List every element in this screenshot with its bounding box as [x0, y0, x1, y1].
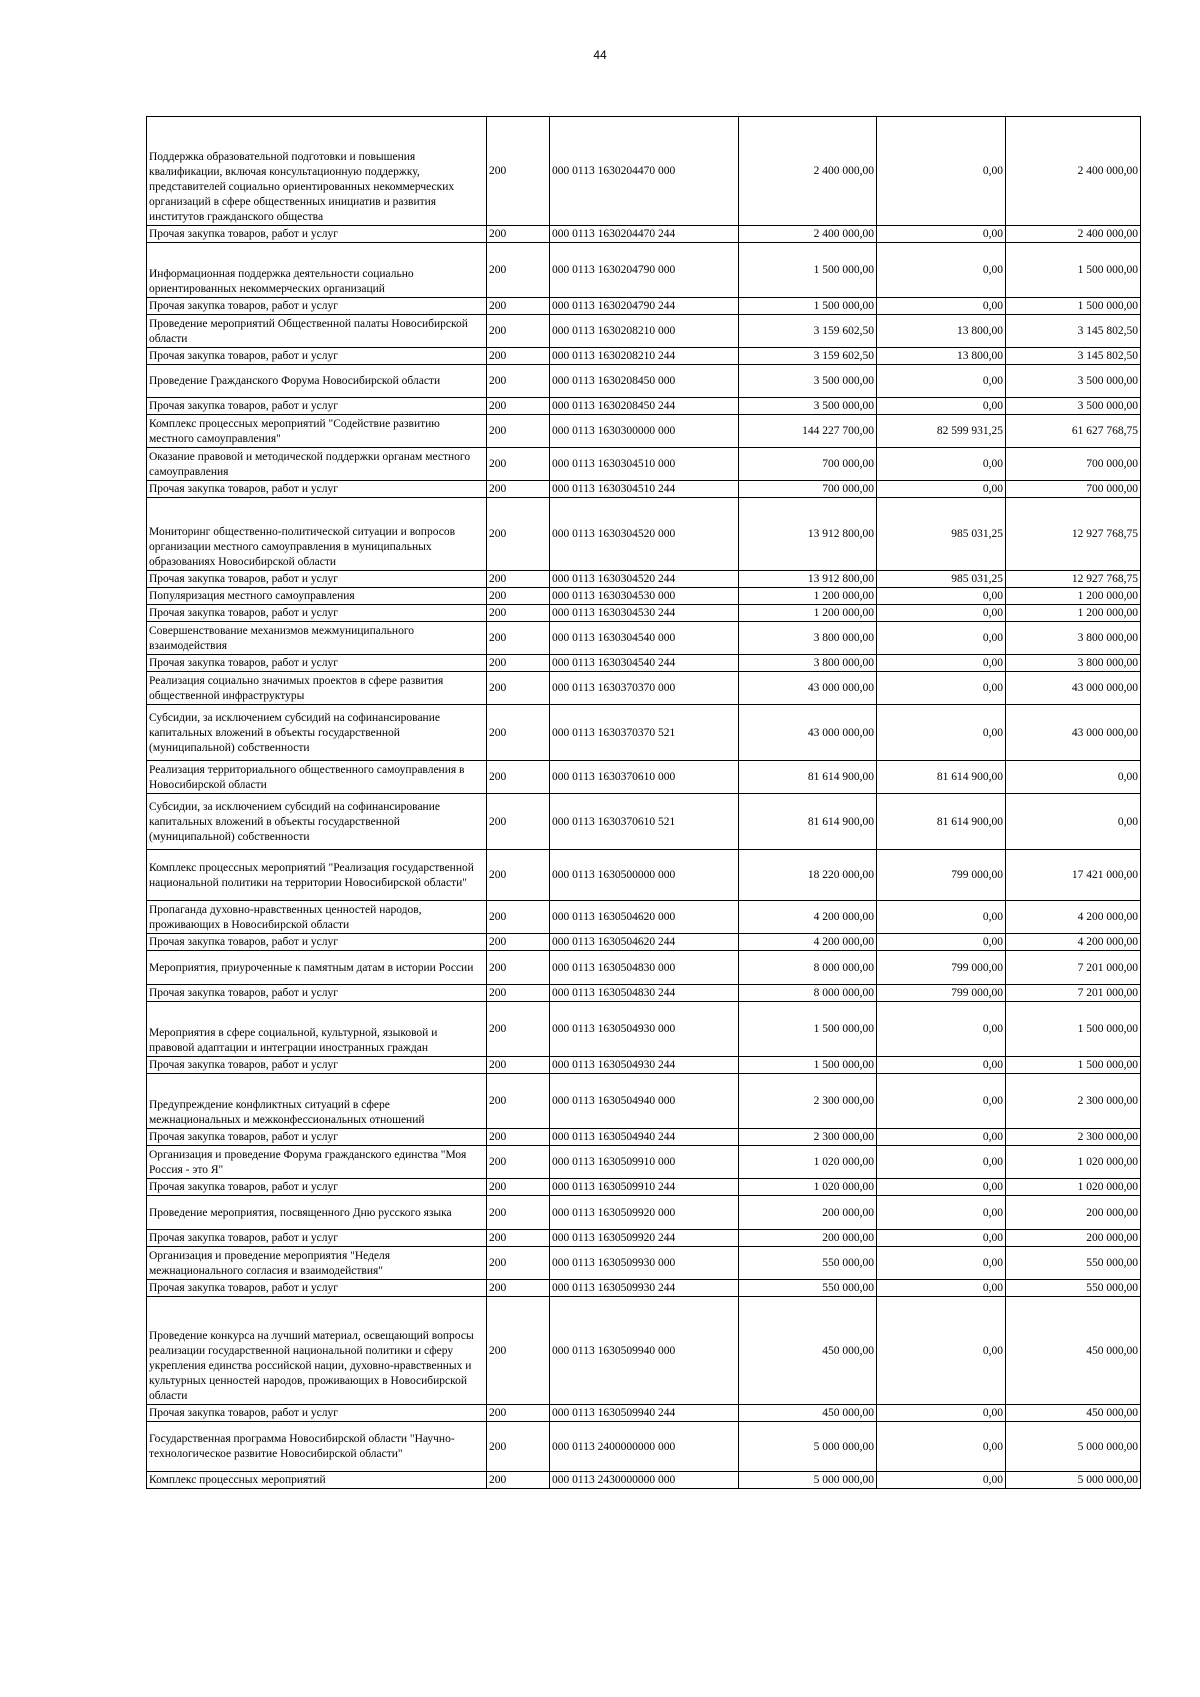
budget-classification-code-cell: 000 0113 1630504940 244 [550, 1129, 739, 1146]
unexecuted-amount-cell: 3 800 000,00 [1006, 655, 1141, 672]
approved-amount-cell: 8 000 000,00 [739, 951, 877, 985]
budget-classification-code-cell: 000 0113 1630509920 000 [550, 1196, 739, 1230]
unexecuted-amount-cell: 450 000,00 [1006, 1297, 1141, 1405]
expense-name-cell: Мероприятия, приуроченные к памятным датам в истории России [147, 951, 487, 985]
budget-classification-code-cell: 000 0113 1630208450 000 [550, 365, 739, 398]
table-row [147, 448, 1141, 481]
expense-name-cell: Оказание правовой и методической поддержки органам местного самоуправления [147, 448, 487, 481]
budget-classification-code-cell: 000 0113 1630370610 000 [550, 761, 739, 794]
table-row [147, 1297, 1141, 1405]
budget-classification-code-cell: 000 0113 1630500000 000 [550, 850, 739, 901]
admin-code-cell: 200 [487, 655, 550, 672]
expense-name-cell: Прочая закупка товаров, работ и услуг [147, 1057, 487, 1074]
approved-amount-cell: 550 000,00 [739, 1247, 877, 1280]
admin-code-cell: 200 [487, 1196, 550, 1230]
executed-amount-cell: 0,00 [877, 298, 1006, 315]
unexecuted-amount-cell: 2 400 000,00 [1006, 226, 1141, 243]
approved-amount-cell: 1 500 000,00 [739, 243, 877, 298]
unexecuted-amount-cell: 1 500 000,00 [1006, 243, 1141, 298]
budget-classification-code-cell: 000 0113 1630304510 000 [550, 448, 739, 481]
budget-classification-code-cell: 000 0113 1630509930 244 [550, 1280, 739, 1297]
executed-amount-cell: 0,00 [877, 1422, 1006, 1472]
executed-amount-cell: 82 599 931,25 [877, 415, 1006, 448]
budget-classification-code-cell: 000 0113 1630304540 000 [550, 622, 739, 655]
unexecuted-amount-cell: 2 400 000,00 [1006, 117, 1141, 226]
expense-name-cell: Комплекс процессных мероприятий [147, 1472, 487, 1489]
executed-amount-cell: 0,00 [877, 588, 1006, 605]
executed-amount-cell: 0,00 [877, 1002, 1006, 1057]
unexecuted-amount-cell: 550 000,00 [1006, 1247, 1141, 1280]
admin-code-cell: 200 [487, 672, 550, 705]
budget-classification-code-cell: 000 0113 1630208210 000 [550, 315, 739, 348]
unexecuted-amount-cell: 200 000,00 [1006, 1196, 1141, 1230]
executed-amount-cell: 0,00 [877, 901, 1006, 934]
executed-amount-cell: 0,00 [877, 226, 1006, 243]
budget-classification-code-cell: 000 0113 1630504620 244 [550, 934, 739, 951]
admin-code-cell: 200 [487, 571, 550, 588]
approved-amount-cell: 3 159 602,50 [739, 315, 877, 348]
budget-classification-code-cell: 000 0113 1630370610 521 [550, 794, 739, 850]
executed-amount-cell: 0,00 [877, 448, 1006, 481]
budget-classification-code-cell: 000 0113 1630509910 244 [550, 1179, 739, 1196]
approved-amount-cell: 4 200 000,00 [739, 934, 877, 951]
expense-name-cell: Прочая закупка товаров, работ и услуг [147, 348, 487, 365]
budget-classification-code-cell: 000 0113 1630504930 244 [550, 1057, 739, 1074]
unexecuted-amount-cell: 0,00 [1006, 794, 1141, 850]
unexecuted-amount-cell: 3 145 802,50 [1006, 315, 1141, 348]
admin-code-cell: 200 [487, 1074, 550, 1129]
budget-classification-code-cell: 000 0113 1630304520 244 [550, 571, 739, 588]
budget-classification-code-cell: 000 0113 1630304520 000 [550, 498, 739, 571]
table-row [147, 850, 1141, 901]
table-row [147, 1472, 1141, 1489]
approved-amount-cell: 1 500 000,00 [739, 298, 877, 315]
table-row [147, 901, 1141, 934]
approved-amount-cell: 81 614 900,00 [739, 761, 877, 794]
approved-amount-cell: 3 500 000,00 [739, 365, 877, 398]
table-row [147, 398, 1141, 415]
expense-name-cell: Прочая закупка товаров, работ и услуг [147, 298, 487, 315]
approved-amount-cell: 13 912 800,00 [739, 498, 877, 571]
unexecuted-amount-cell: 1 200 000,00 [1006, 588, 1141, 605]
admin-code-cell: 200 [487, 298, 550, 315]
unexecuted-amount-cell: 550 000,00 [1006, 1280, 1141, 1297]
budget-classification-code-cell: 000 0113 1630370370 000 [550, 672, 739, 705]
budget-classification-code-cell: 000 0113 1630204470 000 [550, 117, 739, 226]
admin-code-cell: 200 [487, 794, 550, 850]
budget-classification-code-cell: 000 0113 1630304510 244 [550, 481, 739, 498]
approved-amount-cell: 5 000 000,00 [739, 1472, 877, 1489]
admin-code-cell: 200 [487, 1297, 550, 1405]
executed-amount-cell: 985 031,25 [877, 498, 1006, 571]
executed-amount-cell: 799 000,00 [877, 850, 1006, 901]
unexecuted-amount-cell: 700 000,00 [1006, 448, 1141, 481]
executed-amount-cell: 0,00 [877, 1472, 1006, 1489]
expense-name-cell: Прочая закупка товаров, работ и услуг [147, 934, 487, 951]
page-number: 44 [593, 48, 607, 62]
approved-amount-cell: 2 400 000,00 [739, 226, 877, 243]
unexecuted-amount-cell: 43 000 000,00 [1006, 672, 1141, 705]
approved-amount-cell: 5 000 000,00 [739, 1422, 877, 1472]
unexecuted-amount-cell: 4 200 000,00 [1006, 934, 1141, 951]
admin-code-cell: 200 [487, 415, 550, 448]
executed-amount-cell: 0,00 [877, 1179, 1006, 1196]
unexecuted-amount-cell: 12 927 768,75 [1006, 498, 1141, 571]
unexecuted-amount-cell: 5 000 000,00 [1006, 1422, 1141, 1472]
admin-code-cell: 200 [487, 481, 550, 498]
unexecuted-amount-cell: 3 500 000,00 [1006, 365, 1141, 398]
table-row [147, 1074, 1141, 1129]
table-row [147, 1146, 1141, 1179]
executed-amount-cell: 0,00 [877, 1280, 1006, 1297]
executed-amount-cell: 0,00 [877, 1074, 1006, 1129]
unexecuted-amount-cell: 3 800 000,00 [1006, 622, 1141, 655]
approved-amount-cell: 550 000,00 [739, 1280, 877, 1297]
table-row [147, 348, 1141, 365]
table-row [147, 315, 1141, 348]
executed-amount-cell: 0,00 [877, 1129, 1006, 1146]
executed-amount-cell: 799 000,00 [877, 951, 1006, 985]
executed-amount-cell: 0,00 [877, 622, 1006, 655]
approved-amount-cell: 200 000,00 [739, 1230, 877, 1247]
executed-amount-cell: 0,00 [877, 1146, 1006, 1179]
admin-code-cell: 200 [487, 934, 550, 951]
executed-amount-cell: 0,00 [877, 481, 1006, 498]
budget-classification-code-cell: 000 0113 1630504930 000 [550, 1002, 739, 1057]
budget-classification-code-cell: 000 0113 1630204790 244 [550, 298, 739, 315]
expense-name-cell: Прочая закупка товаров, работ и услуг [147, 226, 487, 243]
table-row [147, 1230, 1141, 1247]
unexecuted-amount-cell: 0,00 [1006, 761, 1141, 794]
table-row [147, 298, 1141, 315]
budget-table [146, 116, 1141, 1489]
approved-amount-cell: 8 000 000,00 [739, 985, 877, 1002]
approved-amount-cell: 43 000 000,00 [739, 672, 877, 705]
executed-amount-cell: 0,00 [877, 1196, 1006, 1230]
expense-name-cell: Проведение Гражданского Форума Новосибирской области [147, 365, 487, 398]
approved-amount-cell: 3 500 000,00 [739, 398, 877, 415]
admin-code-cell: 200 [487, 1179, 550, 1196]
approved-amount-cell: 144 227 700,00 [739, 415, 877, 448]
unexecuted-amount-cell: 2 300 000,00 [1006, 1074, 1141, 1129]
unexecuted-amount-cell: 1 200 000,00 [1006, 605, 1141, 622]
executed-amount-cell: 0,00 [877, 605, 1006, 622]
admin-code-cell: 200 [487, 1405, 550, 1422]
expense-name-cell: Государственная программа Новосибирской области "Научно-технологическое развитие Новосибирской области" [147, 1422, 487, 1472]
admin-code-cell: 200 [487, 588, 550, 605]
admin-code-cell: 200 [487, 985, 550, 1002]
admin-code-cell: 200 [487, 901, 550, 934]
unexecuted-amount-cell: 12 927 768,75 [1006, 571, 1141, 588]
expense-name-cell: Прочая закупка товаров, работ и услуг [147, 571, 487, 588]
expense-name-cell: Прочая закупка товаров, работ и услуг [147, 1405, 487, 1422]
unexecuted-amount-cell: 200 000,00 [1006, 1230, 1141, 1247]
expense-name-cell: Прочая закупка товаров, работ и услуг [147, 1230, 487, 1247]
unexecuted-amount-cell: 7 201 000,00 [1006, 985, 1141, 1002]
table-row [147, 415, 1141, 448]
admin-code-cell: 200 [487, 951, 550, 985]
unexecuted-amount-cell: 450 000,00 [1006, 1405, 1141, 1422]
budget-classification-code-cell: 000 0113 1630504830 244 [550, 985, 739, 1002]
unexecuted-amount-cell: 1 020 000,00 [1006, 1179, 1141, 1196]
expense-name-cell: Прочая закупка товаров, работ и услуг [147, 1179, 487, 1196]
unexecuted-amount-cell: 5 000 000,00 [1006, 1472, 1141, 1489]
unexecuted-amount-cell: 61 627 768,75 [1006, 415, 1141, 448]
admin-code-cell: 200 [487, 705, 550, 761]
budget-classification-code-cell: 000 0113 1630509910 000 [550, 1146, 739, 1179]
expense-name-cell: Поддержка образовательной подготовки и повышения квалификации, включая консультационную поддержку, представителей социально ориентированных некоммерческих организаций в сфере общественных инициатив и развития институтов гражданского общества [147, 117, 487, 226]
expense-name-cell: Прочая закупка товаров, работ и услуг [147, 481, 487, 498]
expense-name-cell: Предупреждение конфликтных ситуаций в сфере межнациональных и межконфессиональных отношений [147, 1074, 487, 1129]
executed-amount-cell: 799 000,00 [877, 985, 1006, 1002]
unexecuted-amount-cell: 3 145 802,50 [1006, 348, 1141, 365]
admin-code-cell: 200 [487, 1057, 550, 1074]
table-row [147, 934, 1141, 951]
budget-classification-code-cell: 000 0113 1630208450 244 [550, 398, 739, 415]
approved-amount-cell: 3 800 000,00 [739, 655, 877, 672]
approved-amount-cell: 2 300 000,00 [739, 1129, 877, 1146]
executed-amount-cell: 0,00 [877, 365, 1006, 398]
budget-classification-code-cell: 000 0113 1630509920 244 [550, 1230, 739, 1247]
approved-amount-cell: 1 020 000,00 [739, 1146, 877, 1179]
admin-code-cell: 200 [487, 226, 550, 243]
approved-amount-cell: 200 000,00 [739, 1196, 877, 1230]
budget-classification-code-cell: 000 0113 1630304530 244 [550, 605, 739, 622]
admin-code-cell: 200 [487, 117, 550, 226]
table-row [147, 605, 1141, 622]
budget-classification-code-cell: 000 0113 1630300000 000 [550, 415, 739, 448]
expense-name-cell: Проведение мероприятий Общественной палаты Новосибирской области [147, 315, 487, 348]
executed-amount-cell: 0,00 [877, 1057, 1006, 1074]
table-row [147, 705, 1141, 761]
expense-name-cell: Пропаганда духовно-нравственных ценностей народов, проживающих в Новосибирской области [147, 901, 487, 934]
executed-amount-cell: 13 800,00 [877, 315, 1006, 348]
approved-amount-cell: 1 020 000,00 [739, 1179, 877, 1196]
budget-classification-code-cell: 000 0113 1630204470 244 [550, 226, 739, 243]
table-row [147, 672, 1141, 705]
expense-name-cell: Комплекс процессных мероприятий "Реализация государственной национальной политики на территории Новосибирской области" [147, 850, 487, 901]
admin-code-cell: 200 [487, 448, 550, 481]
table-row [147, 1405, 1141, 1422]
expense-name-cell: Проведение конкурса на лучший материал, освещающий вопросы реализации государственной национальной политики и сферу укрепления единства российской нации, духовно-нравственных и культурных ценностей народов, проживающих в Новосибирской области [147, 1297, 487, 1405]
table-row [147, 655, 1141, 672]
executed-amount-cell: 0,00 [877, 705, 1006, 761]
unexecuted-amount-cell: 43 000 000,00 [1006, 705, 1141, 761]
approved-amount-cell: 3 800 000,00 [739, 622, 877, 655]
unexecuted-amount-cell: 1 500 000,00 [1006, 298, 1141, 315]
budget-classification-code-cell: 000 0113 1630304530 000 [550, 588, 739, 605]
budget-classification-code-cell: 000 0113 1630370370 521 [550, 705, 739, 761]
unexecuted-amount-cell: 2 300 000,00 [1006, 1129, 1141, 1146]
admin-code-cell: 200 [487, 1472, 550, 1489]
approved-amount-cell: 2 300 000,00 [739, 1074, 877, 1129]
expense-name-cell: Прочая закупка товаров, работ и услуг [147, 1280, 487, 1297]
unexecuted-amount-cell: 1 500 000,00 [1006, 1002, 1141, 1057]
executed-amount-cell: 0,00 [877, 672, 1006, 705]
approved-amount-cell: 3 159 602,50 [739, 348, 877, 365]
executed-amount-cell: 81 614 900,00 [877, 761, 1006, 794]
budget-table-body [147, 117, 1141, 1489]
expense-name-cell: Субсидии, за исключением субсидий на софинансирование капитальных вложений в объекты государственной (муниципальной) собственности [147, 705, 487, 761]
approved-amount-cell: 4 200 000,00 [739, 901, 877, 934]
unexecuted-amount-cell: 3 500 000,00 [1006, 398, 1141, 415]
expense-name-cell: Прочая закупка товаров, работ и услуг [147, 398, 487, 415]
unexecuted-amount-cell: 700 000,00 [1006, 481, 1141, 498]
admin-code-cell: 200 [487, 1002, 550, 1057]
admin-code-cell: 200 [487, 398, 550, 415]
executed-amount-cell: 0,00 [877, 398, 1006, 415]
expense-name-cell: Организация и проведение Форума гражданского единства "Моя Россия - это Я" [147, 1146, 487, 1179]
table-row [147, 243, 1141, 298]
admin-code-cell: 200 [487, 1247, 550, 1280]
approved-amount-cell: 13 912 800,00 [739, 571, 877, 588]
expense-name-cell: Мероприятия в сфере социальной, культурной, языковой и правовой адаптации и интеграции иностранных граждан [147, 1002, 487, 1057]
expense-name-cell: Организация и проведение мероприятия "Неделя межнационального согласия и взаимодействия" [147, 1247, 487, 1280]
unexecuted-amount-cell: 7 201 000,00 [1006, 951, 1141, 985]
table-row [147, 365, 1141, 398]
approved-amount-cell: 1 500 000,00 [739, 1002, 877, 1057]
approved-amount-cell: 1 500 000,00 [739, 1057, 877, 1074]
unexecuted-amount-cell: 4 200 000,00 [1006, 901, 1141, 934]
unexecuted-amount-cell: 1 500 000,00 [1006, 1057, 1141, 1074]
approved-amount-cell: 1 200 000,00 [739, 605, 877, 622]
table-row [147, 1179, 1141, 1196]
approved-amount-cell: 18 220 000,00 [739, 850, 877, 901]
executed-amount-cell: 81 614 900,00 [877, 794, 1006, 850]
admin-code-cell: 200 [487, 243, 550, 298]
admin-code-cell: 200 [487, 498, 550, 571]
admin-code-cell: 200 [487, 622, 550, 655]
table-row [147, 588, 1141, 605]
executed-amount-cell: 0,00 [877, 243, 1006, 298]
expense-name-cell: Прочая закупка товаров, работ и услуг [147, 1129, 487, 1146]
executed-amount-cell: 0,00 [877, 655, 1006, 672]
executed-amount-cell: 13 800,00 [877, 348, 1006, 365]
budget-classification-code-cell: 000 0113 1630504940 000 [550, 1074, 739, 1129]
table-row [147, 761, 1141, 794]
approved-amount-cell: 700 000,00 [739, 481, 877, 498]
admin-code-cell: 200 [487, 1129, 550, 1146]
table-row [147, 117, 1141, 226]
table-row [147, 1422, 1141, 1472]
admin-code-cell: 200 [487, 1146, 550, 1179]
admin-code-cell: 200 [487, 348, 550, 365]
expense-name-cell: Совершенствование механизмов межмуниципального взаимодействия [147, 622, 487, 655]
admin-code-cell: 200 [487, 315, 550, 348]
budget-classification-code-cell: 000 0113 1630504620 000 [550, 901, 739, 934]
expense-name-cell: Информационная поддержка деятельности социально ориентированных некоммерческих организаций [147, 243, 487, 298]
expense-name-cell: Комплекс процессных мероприятий "Содействие развитию местного самоуправления" [147, 415, 487, 448]
approved-amount-cell: 1 200 000,00 [739, 588, 877, 605]
table-row [147, 481, 1141, 498]
expense-name-cell: Субсидии, за исключением субсидий на софинансирование капитальных вложений в объекты государственной (муниципальной) собственности [147, 794, 487, 850]
expense-name-cell: Проведение мероприятия, посвященного Дню русского языка [147, 1196, 487, 1230]
approved-amount-cell: 700 000,00 [739, 448, 877, 481]
budget-classification-code-cell: 000 0113 1630204790 000 [550, 243, 739, 298]
budget-classification-code-cell: 000 0113 1630509940 000 [550, 1297, 739, 1405]
unexecuted-amount-cell: 1 020 000,00 [1006, 1146, 1141, 1179]
admin-code-cell: 200 [487, 1422, 550, 1472]
executed-amount-cell: 0,00 [877, 1247, 1006, 1280]
table-row [147, 1002, 1141, 1057]
executed-amount-cell: 985 031,25 [877, 571, 1006, 588]
expense-name-cell: Прочая закупка товаров, работ и услуг [147, 985, 487, 1002]
approved-amount-cell: 450 000,00 [739, 1405, 877, 1422]
unexecuted-amount-cell: 17 421 000,00 [1006, 850, 1141, 901]
executed-amount-cell: 0,00 [877, 934, 1006, 951]
table-row [147, 226, 1141, 243]
table-row [147, 951, 1141, 985]
budget-classification-code-cell: 000 0113 1630509940 244 [550, 1405, 739, 1422]
budget-classification-code-cell: 000 0113 2430000000 000 [550, 1472, 739, 1489]
table-row [147, 622, 1141, 655]
expense-name-cell: Прочая закупка товаров, работ и услуг [147, 655, 487, 672]
admin-code-cell: 200 [487, 1280, 550, 1297]
expense-name-cell: Мониторинг общественно-политической ситуации и вопросов организации местного самоуправления в муниципальных образованиях Новосибирской области [147, 498, 487, 571]
table-row [147, 1247, 1141, 1280]
budget-classification-code-cell: 000 0113 1630509930 000 [550, 1247, 739, 1280]
admin-code-cell: 200 [487, 1230, 550, 1247]
approved-amount-cell: 81 614 900,00 [739, 794, 877, 850]
executed-amount-cell: 0,00 [877, 1230, 1006, 1247]
expense-name-cell: Реализация социально значимых проектов в сфере развития общественной инфраструктуры [147, 672, 487, 705]
approved-amount-cell: 450 000,00 [739, 1297, 877, 1405]
approved-amount-cell: 43 000 000,00 [739, 705, 877, 761]
expense-name-cell: Популяризация местного самоуправления [147, 588, 487, 605]
executed-amount-cell: 0,00 [877, 1297, 1006, 1405]
admin-code-cell: 200 [487, 365, 550, 398]
admin-code-cell: 200 [487, 850, 550, 901]
approved-amount-cell: 2 400 000,00 [739, 117, 877, 226]
executed-amount-cell: 0,00 [877, 1405, 1006, 1422]
admin-code-cell: 200 [487, 605, 550, 622]
expense-name-cell: Реализация территориального общественного самоуправления в Новосибирской области [147, 761, 487, 794]
table-row [147, 498, 1141, 571]
table-row [147, 1280, 1141, 1297]
budget-classification-code-cell: 000 0113 1630504830 000 [550, 951, 739, 985]
executed-amount-cell: 0,00 [877, 117, 1006, 226]
expense-name-cell: Прочая закупка товаров, работ и услуг [147, 605, 487, 622]
budget-classification-code-cell: 000 0113 1630208210 244 [550, 348, 739, 365]
table-row [147, 985, 1141, 1002]
budget-classification-code-cell: 000 0113 1630304540 244 [550, 655, 739, 672]
table-row [147, 571, 1141, 588]
admin-code-cell: 200 [487, 761, 550, 794]
table-row [147, 1196, 1141, 1230]
table-row [147, 794, 1141, 850]
budget-classification-code-cell: 000 0113 2400000000 000 [550, 1422, 739, 1472]
table-row [147, 1057, 1141, 1074]
table-row [147, 1129, 1141, 1146]
